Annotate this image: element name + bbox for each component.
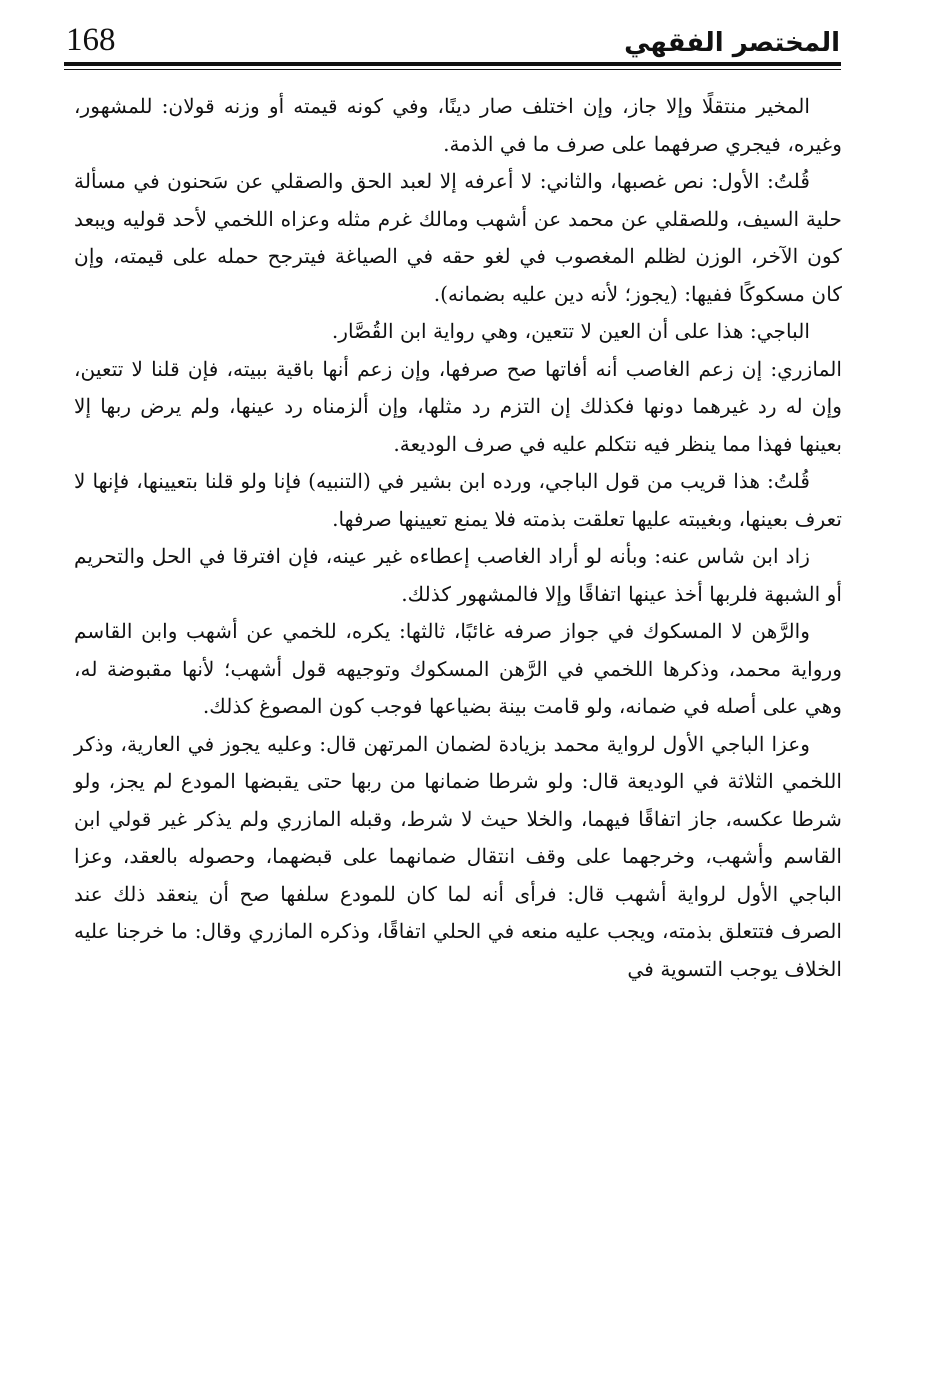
paragraph-2: قُلتُ: الأول: نص غصبها، والثاني: لا أعرفه إلا لعبد الحق والصقلي عن سَحنون في مسألة حلية السيف، وللصقلي عن محمد عن أشهب ومالك غرم مثله وعزاه اللخمي لأحد قوليه ويبعد كون الآخر، الوزن لظلم المغصوب في لغو حقه في الصياغة فيترجح حمله على قيمته، وإن كان مسكوكًا ففيها: (يجوز؛ لأنه دين عليه بضمانه). [74, 169, 842, 306]
header-rule-thin [64, 69, 841, 70]
paragraph-7: والرَّهن لا المسكوك في جواز صرفه غائبًا، ثالثها: يكره، للخمي عن أشهب وابن القاسم ورواية محمد، وذكرها اللخمي في الرَّهن المسكوك وتوجيهه قول أشهب؛ لأنها مقبوضة له، وهي على أصله في ضمانه، ولو قامت بينة بضياعها فوجب كون المصوغ كذلك. [74, 619, 842, 718]
paragraph-3: الباجي: هذا على أن العين لا تتعين، وهي رواية ابن القُصَّار. [331, 319, 810, 343]
body-text [74, 88, 842, 988]
paragraph-4: المازري: إن زعم الغاصب أنه أفاتها صح صرفها، وإن زعم أنها باقية ببيته، فإن قلنا لا تتعين، وإن له رد غيرهما دونها فكذلك إن التزم رد مثلها، وإن ألزمناه رد عينها، ولم يرض ربها إلا بعينها فهذا مما ينظر فيه نتكلم عليه في صرف الوديعة. [74, 356, 842, 456]
paragraph-8: وعزا الباجي الأول لرواية محمد بزيادة لضمان المرتهن قال: وعليه يجوز في العارية، وذكر اللخمي الثلاثة في الوديعة قال: ولو شرطا ضمانها من ربها حتى يقبضها المودع لم يجز، ولو شرطا عكسه، جاز اتفاقًا فيهما، والخلا حيث لا شرط، وقبله المازري ولم يذكر غير قولي ابن القاسم وأشهب، وخرجهما على وقف انتقال ضمانهما على قبضهما، وحصوله بالعقد، وعزا الباجي الأول لرواية أشهب قال: فرأى أنه لما كان للمودع سلفها صح أن ينعقد ذلك عند الصرف فتتعلق بذمته، ويجب عليه منعه في الحلي اتفاقًا، وذكره المازري وقال: ما خرجنا عليه الخلاف يوجب التسوية في [74, 731, 842, 981]
paragraph-1: المخير منتقلًا وإلا جاز، وإن اختلف صار دينًا، وفي كونه قيمته أو وزنه قولان: للمشهور، وغيره، فيجري صرفهما على صرف ما في الذمة. [74, 94, 842, 156]
paragraph-5: قُلتُ: هذا قريب من قول الباجي، ورده ابن بشير في (التنبيه) فإنا ولو قلنا بتعيينها، فإنها لا تعرف بعينها، وبغيبته عليها تعلقت بذمته فلا يمنع تعيينها صرفها. [74, 469, 842, 531]
page-header [66, 18, 840, 62]
running-title: المختصر الفقهي [624, 28, 840, 58]
header-rule-thick [64, 62, 841, 66]
paragraph-6: زاد ابن شاس عنه: وبأنه لو أراد الغاصب إعطاءه غير عينه، فإن افترقا في الحل والتحريم أو الشبهة فلربها أخذ عينها اتفاقًا وإلا فالمشهور كذلك. [74, 544, 842, 606]
page-number: 168 [66, 22, 116, 58]
